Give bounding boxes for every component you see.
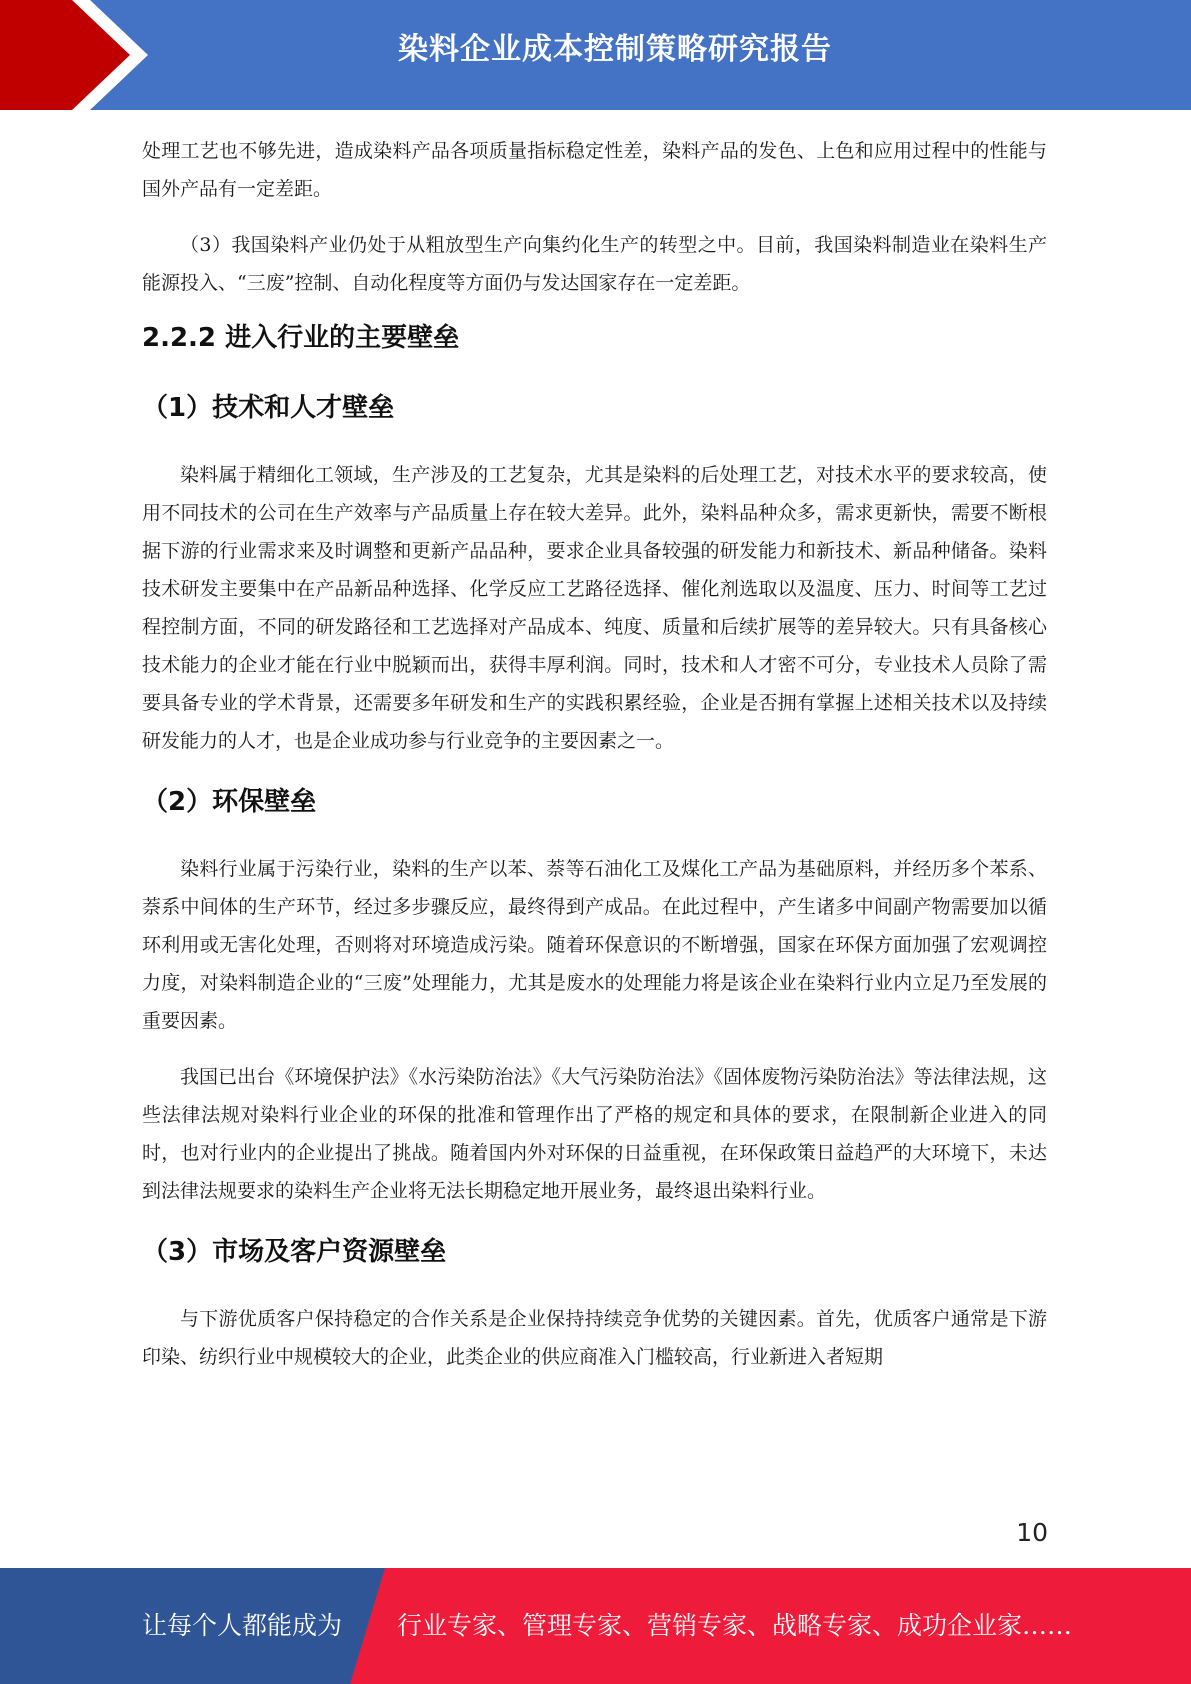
page-number: 10	[1016, 1518, 1048, 1547]
subsection-heading-technology: （1）技术和人才壁垒	[142, 393, 395, 423]
document-body	[142, 132, 1047, 1376]
paragraph-environmental-barrier-2: 我国已出台《环境保护法》《水污染防治法》《大气污染防治法》《固体废物污染防治法》等法律法规，这些法律法规对染料行业企业的环保的批准和管理作出了严格的规定和具体的要求，在限制新企业进入的同时，也对行业内的企业提出了挑战。随着国内外对环保的日益重视，在环保政策日益趋严的大环境下，未达到法律法规要求的染料生产企业将无法长期稳定地开展业务，最终退出染料行业。	[142, 1066, 1047, 1202]
header-title: 染料企业成本控制策略研究报告	[398, 32, 832, 67]
footer-slogan-left: 让每个人都能成为	[142, 1611, 343, 1640]
subsection-heading-environmental: （2）环保壁垒	[142, 787, 317, 817]
footer-slogan-right: 行业专家、管理专家、营销专家、战略专家、成功企业家……	[397, 1611, 1073, 1640]
paragraph-environmental-barrier-1: 染料行业属于污染行业，染料的生产以苯、萘等石油化工及煤化工产品为基础原料，并经历多个苯系、萘系中间体的生产环节，经过多步骤反应，最终得到产成品。在此过程中，产生诸多中间副产物需要加以循环利用或无害化处理，否则将对环境造成污染。随着环保意识的不断增强，国家在环保方面加强了宏观调控力度，对染料制造企业的“三废”处理能力，尤其是废水的处理能力将是该企业在染料行业内立足乃至发展的重要因素。	[142, 858, 1047, 1032]
page-header	[0, 0, 1191, 110]
subsection-heading-market: （3）市场及客户资源壁垒	[142, 1237, 447, 1267]
paragraph-continued: 处理工艺也不够先进，造成染料产品各项质量指标稳定性差，染料产品的发色、上色和应用过程中的性能与国外产品有一定差距。	[142, 140, 1047, 200]
section-heading: 2.2.2 进入行业的主要壁垒	[142, 323, 460, 353]
page-footer	[0, 1568, 1191, 1684]
paragraph-market-barrier: 与下游优质客户保持稳定的合作关系是企业保持持续竞争优势的关键因素。首先，优质客户通常是下游印染、纺织行业中规模较大的企业，此类企业的供应商准入门槛较高，行业新进入者短期	[142, 1308, 1047, 1368]
paragraph-technology-barrier: 染料属于精细化工领域，生产涉及的工艺复杂，尤其是染料的后处理工艺，对技术水平的要求较高，使用不同技术的公司在生产效率与产品质量上存在较大差异。此外，染料品种众多，需求更新快，需要不断根据下游的行业需求来及时调整和更新产品品种，要求企业具备较强的研发能力和新技术、新品种储备。染料技术研发主要集中在产品新品种选择、化学反应工艺路径选择、催化剂选取以及温度、压力、时间等工艺过程控制方面，不同的研发路径和工艺选择对产品成本、纯度、质量和后续扩展等的差异较大。只有具备核心技术能力的企业才能在行业中脱颖而出，获得丰厚利润。同时，技术和人才密不可分，专业技术人员除了需要具备专业的学术背景，还需要多年研发和生产的实践积累经验，企业是否拥有掌握上述相关技术以及持续研发能力的人才，也是企业成功参与行业竞争的主要因素之一。	[142, 464, 1047, 752]
paragraph-point-3: （3）我国染料产业仍处于从粗放型生产向集约化生产的转型之中。目前，我国染料制造业在染料生产能源投入、“三废”控制、自动化程度等方面仍与发达国家存在一定差距。	[142, 234, 1047, 294]
